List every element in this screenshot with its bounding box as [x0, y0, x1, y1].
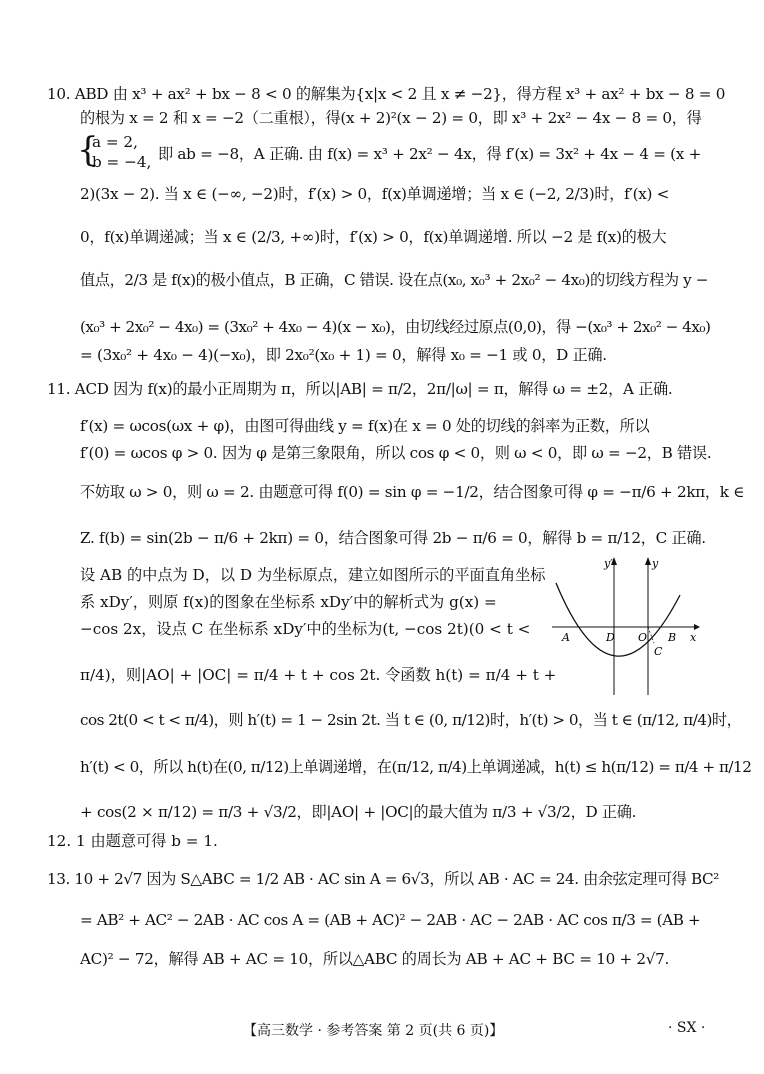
q10-line-1: 10. ABD 由 x³ + ax² + bx − 8 < 0 的解集为{x|x < 2 且 x ≠ −2}，得方程 x³ + ax² + bx − 8 = 0 [47, 85, 726, 103]
q11-line-4: 不妨取 ω > 0，则 ω = 2. 由题意可得 f(0) = sin φ = −1/2，结合图象可得 φ = −π/6 + 2kπ，k ∈ [80, 483, 745, 501]
q10-line-5: 0，f(x)单调递减；当 x ∈ (2/3, +∞)时，f′(x) > 0，f(x)单调递增. 所以 −2 是 f(x)的极大 [80, 228, 667, 246]
label-O: O [638, 631, 648, 644]
q11-line-8: −cos 2x，设点 C 在坐标系 xDy′中的坐标为(t, −cos 2t)(0 < t < [80, 620, 531, 638]
q13-line-2: = AB² + AC² − 2AB · AC cos A = (AB + AC)² − 2AB · AC − 2AB · AC cos π/3 = (AB + [80, 911, 701, 929]
q10-line-2: 的根为 x = 2 和 x = −2（二重根），得(x + 2)²(x − 2) = 0，即 x³ + 2x² − 4x − 8 = 0，得 [80, 109, 702, 127]
label-C: C [654, 645, 663, 658]
q11-line-9: π/4)，则|AO| + |OC| = π/4 + t + cos 2t. 令函数 h(t) = π/4 + t + [80, 666, 557, 684]
label-B: B [668, 631, 677, 644]
q11-line-7: 系 xDy′，则原 f(x)的图象在坐标系 xDy′中的解析式为 g(x) = [80, 593, 497, 611]
q10-line-3: 即 ab = −8，A 正确. 由 f(x) = x³ + 2x² − 4x，得 f′(x) = 3x² + 4x − 4 = (x + [158, 145, 702, 163]
q11-line-5: Z. f(b) = sin(2b − π/6 + 2kπ) = 0，结合图象可得 2b − π/6 = 0，解得 b = π/12，C 正确. [80, 529, 706, 547]
q11-line-6: 设 AB 的中点为 D，以 D 为坐标原点，建立如图所示的平面直角坐标 [80, 566, 546, 584]
footer-code: · SX · [668, 1020, 706, 1036]
footer-page-info: 【高三数学 · 参考答案 第 2 页(共 6 页)】 [243, 1023, 504, 1039]
q11-line-3: f′(0) = ωcos φ > 0. 因为 φ 是第三象限角，所以 cos φ < 0，则 ω < 0，即 ω = −2，B 错误. [80, 444, 712, 462]
q11-line-1: 11. ACD 因为 f(x)的最小正周期为 π，所以|AB| = π/2，2π/|ω| = π，解得 ω = ±2，A 正确. [47, 380, 673, 398]
label-x: x [690, 631, 697, 644]
q11-line-10: cos 2t(0 < t < π/4)，则 h′(t) = 1 − 2sin 2t. 当 t ∈ (0, π/12)时，h′(t) > 0，当 t ∈ (π/12, π/4)时， [80, 711, 742, 729]
q13-line-1: 13. 10 + 2√7 因为 S△ABC = 1/2 AB · AC sin A = 6√3，所以 AB · AC = 24. 由余弦定理可得 BC² [47, 870, 719, 888]
q11-line-2: f′(x) = ωcos(ωx + φ)，由图可得曲线 y = f(x)在 x = 0 处的切线的斜率为正数，所以 [80, 417, 650, 435]
label-y: y [652, 557, 659, 570]
q10-line-4: 2)(3x − 2). 当 x ∈ (−∞, −2)时，f′(x) > 0，f(x)单调递增；当 x ∈ (−2, 2/3)时，f′(x) < [80, 185, 670, 203]
function-graph-figure [552, 555, 702, 695]
q11-line-11: h′(t) < 0，所以 h(t)在(0, π/12)上单调递增，在(π/12, π/4)上单调递减，h(t) ≤ h(π/12) = π/4 + π/12 [80, 758, 752, 776]
system-brace: { [77, 130, 99, 170]
label-y-prime: y′ [604, 557, 613, 570]
q10-line-7: (x₀³ + 2x₀² − 4x₀) = (3x₀² + 4x₀ − 4)(x − x₀)，由切线经过原点(0,0)，得 −(x₀³ + 2x₀² − 4x₀) [80, 318, 711, 336]
label-D: D [606, 631, 615, 644]
label-A: A [562, 631, 570, 644]
q10-line-6: 值点，2/3 是 f(x)的极小值点，B 正确，C 错误. 设在点(x₀, x₀³ + 2x₀² − 4x₀)的切线方程为 y − [80, 271, 709, 289]
q12-line-1: 12. 1 由题意可得 b = 1. [47, 832, 218, 850]
q13-line-3: AC)² − 72，解得 AB + AC = 10，所以△ABC 的周长为 AB + AC + BC = 10 + 2√7. [80, 950, 670, 968]
system-a: a = 2, [92, 133, 138, 151]
q10-line-8: = (3x₀² + 4x₀ − 4)(−x₀)，即 2x₀²(x₀ + 1) = 0，解得 x₀ = −1 或 0，D 正确. [80, 346, 607, 364]
x-axis-arrow [694, 624, 700, 630]
y-axis-arrow [645, 557, 651, 565]
q11-line-12: + cos(2 × π/12) = π/3 + √3/2，即|AO| + |OC|的最大值为 π/3 + √3/2，D 正确. [80, 803, 637, 821]
system-b: b = −4, [92, 153, 152, 171]
